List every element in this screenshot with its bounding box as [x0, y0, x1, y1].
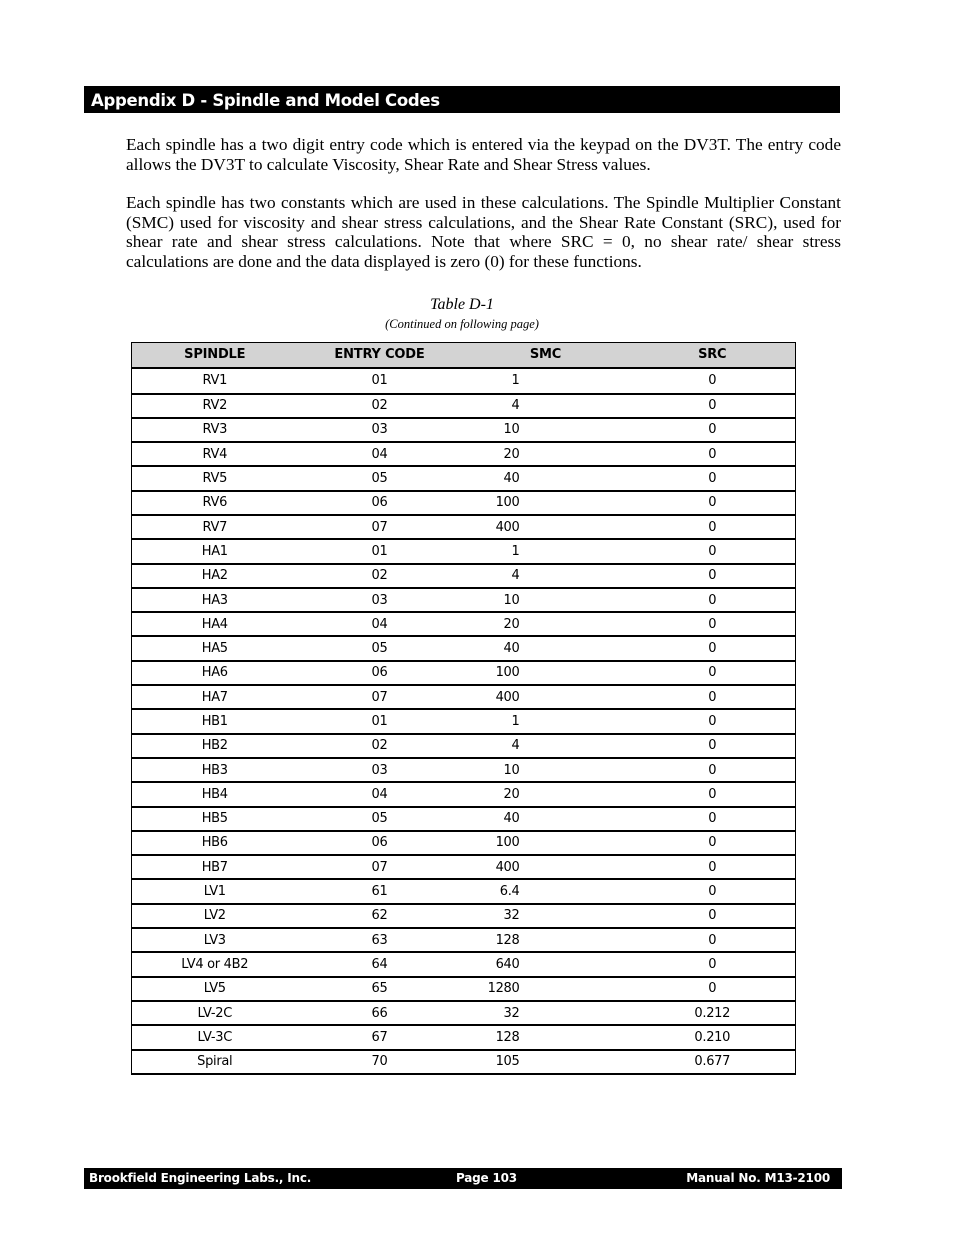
cell-entry-code: 01 [298, 368, 462, 394]
footer-company: Brookfield Engineering Labs., Inc. [89, 1171, 312, 1185]
table-row [132, 515, 796, 539]
table-row [132, 636, 796, 660]
cell-entry-code: 64 [298, 952, 462, 976]
cell-entry-code: 61 [298, 879, 462, 903]
col-header-src: SRC [630, 343, 796, 368]
spindle-table [131, 342, 796, 1075]
table-row [132, 442, 796, 466]
table-row [132, 904, 796, 928]
cell-smc: 400 [462, 515, 630, 539]
cell-spindle: LV3 [132, 928, 298, 952]
cell-spindle: RV6 [132, 491, 298, 515]
cell-smc: 1280 [462, 977, 630, 1001]
cell-src: 0 [630, 442, 796, 466]
cell-spindle: LV4 or 4B2 [132, 952, 298, 976]
table-row [132, 685, 796, 709]
cell-spindle: LV-2C [132, 1001, 298, 1025]
cell-src: 0 [630, 418, 796, 442]
table-row [132, 1025, 796, 1049]
cell-spindle: HA3 [132, 588, 298, 612]
cell-src: 0 [630, 368, 796, 394]
cell-src: 0 [630, 661, 796, 685]
cell-smc: 400 [462, 685, 630, 709]
cell-entry-code: 03 [298, 418, 462, 442]
cell-smc: 100 [462, 491, 630, 515]
cell-entry-code: 07 [298, 855, 462, 879]
cell-src: 0 [630, 636, 796, 660]
table-row [132, 782, 796, 806]
cell-src: 0 [630, 466, 796, 490]
col-header-smc: SMC [462, 343, 630, 368]
cell-entry-code: 03 [298, 758, 462, 782]
cell-entry-code: 06 [298, 831, 462, 855]
table-row [132, 758, 796, 782]
cell-entry-code: 04 [298, 782, 462, 806]
cell-smc: 1 [462, 368, 630, 394]
cell-entry-code: 70 [298, 1050, 462, 1074]
cell-smc: 400 [462, 855, 630, 879]
cell-src: 0 [630, 782, 796, 806]
cell-entry-code: 67 [298, 1025, 462, 1049]
table-row [132, 1001, 796, 1025]
constants-paragraph: Each spindle has two constants which are used in these calculations. The Spindle Multiplier Constant (SMC) used for viscosity and shear stress calculations, and the Shear Rate Constant (SRC), used for shear rate and shear stress calculations. Note that where SRC = 0, no shear rate/ shear stress calculations are done and the data displayed is zero (0) for these functions. [126, 193, 841, 271]
cell-smc: 20 [462, 782, 630, 806]
cell-entry-code: 07 [298, 515, 462, 539]
cell-src: 0 [630, 879, 796, 903]
cell-spindle: RV5 [132, 466, 298, 490]
cell-smc: 10 [462, 758, 630, 782]
cell-src: 0 [630, 539, 796, 563]
cell-src: 0 [630, 491, 796, 515]
cell-spindle: LV-3C [132, 1025, 298, 1049]
cell-src: 0 [630, 588, 796, 612]
cell-src: 0 [630, 855, 796, 879]
cell-entry-code: 02 [298, 564, 462, 588]
cell-smc: 4 [462, 564, 630, 588]
cell-spindle: HB3 [132, 758, 298, 782]
cell-src: 0.210 [630, 1025, 796, 1049]
cell-src: 0 [630, 394, 796, 418]
table-subcaption: (Continued on following page) [385, 317, 539, 331]
cell-entry-code: 02 [298, 394, 462, 418]
cell-src: 0 [630, 952, 796, 976]
cell-spindle: RV1 [132, 368, 298, 394]
cell-spindle: HB7 [132, 855, 298, 879]
cell-src: 0 [630, 515, 796, 539]
cell-src: 0 [630, 928, 796, 952]
table-row [132, 539, 796, 563]
cell-entry-code: 05 [298, 466, 462, 490]
cell-entry-code: 05 [298, 807, 462, 831]
cell-entry-code: 06 [298, 491, 462, 515]
cell-smc: 32 [462, 1001, 630, 1025]
cell-smc: 100 [462, 831, 630, 855]
table-row [132, 855, 796, 879]
cell-spindle: RV3 [132, 418, 298, 442]
cell-smc: 1 [462, 709, 630, 733]
cell-smc: 40 [462, 807, 630, 831]
cell-src: 0 [630, 831, 796, 855]
table-header-row [132, 343, 796, 368]
table-row [132, 491, 796, 515]
cell-smc: 128 [462, 928, 630, 952]
cell-smc: 6.4 [462, 879, 630, 903]
cell-entry-code: 04 [298, 612, 462, 636]
cell-src: 0 [630, 612, 796, 636]
cell-spindle: HB1 [132, 709, 298, 733]
cell-src: 0 [630, 734, 796, 758]
table-row [132, 709, 796, 733]
page-footer [84, 1168, 842, 1189]
cell-spindle: HA2 [132, 564, 298, 588]
cell-src: 0.212 [630, 1001, 796, 1025]
table-row [132, 394, 796, 418]
table-caption: Table D-1 [430, 296, 494, 313]
section-title: Appendix D - Spindle and Model Codes [91, 91, 440, 110]
cell-smc: 10 [462, 588, 630, 612]
table-row [132, 564, 796, 588]
table-row [132, 661, 796, 685]
cell-src: 0 [630, 564, 796, 588]
cell-smc: 40 [462, 466, 630, 490]
cell-entry-code: 63 [298, 928, 462, 952]
cell-spindle: HA7 [132, 685, 298, 709]
cell-entry-code: 01 [298, 709, 462, 733]
footer-page-number: Page 103 [456, 1171, 517, 1185]
cell-src: 0 [630, 685, 796, 709]
cell-src: 0 [630, 977, 796, 1001]
table-row [132, 1050, 796, 1074]
cell-src: 0 [630, 758, 796, 782]
cell-smc: 10 [462, 418, 630, 442]
cell-entry-code: 65 [298, 977, 462, 1001]
cell-smc: 40 [462, 636, 630, 660]
cell-entry-code: 02 [298, 734, 462, 758]
cell-smc: 20 [462, 612, 630, 636]
cell-spindle: HB5 [132, 807, 298, 831]
col-header-spindle: SPINDLE [132, 343, 298, 368]
cell-entry-code: 07 [298, 685, 462, 709]
table-row [132, 734, 796, 758]
table-row [132, 928, 796, 952]
cell-spindle: RV2 [132, 394, 298, 418]
cell-entry-code: 01 [298, 539, 462, 563]
cell-entry-code: 62 [298, 904, 462, 928]
cell-smc: 105 [462, 1050, 630, 1074]
cell-smc: 128 [462, 1025, 630, 1049]
table-row [132, 977, 796, 1001]
cell-entry-code: 05 [298, 636, 462, 660]
table-row [132, 466, 796, 490]
cell-entry-code: 06 [298, 661, 462, 685]
cell-spindle: LV1 [132, 879, 298, 903]
table-row [132, 952, 796, 976]
cell-spindle: HA1 [132, 539, 298, 563]
cell-spindle: RV4 [132, 442, 298, 466]
section-header [84, 86, 840, 113]
cell-spindle: HA5 [132, 636, 298, 660]
cell-entry-code: 04 [298, 442, 462, 466]
cell-entry-code: 03 [298, 588, 462, 612]
col-header-entry-code: ENTRY CODE [298, 343, 462, 368]
cell-smc: 4 [462, 734, 630, 758]
cell-src: 0 [630, 709, 796, 733]
cell-spindle: HA6 [132, 661, 298, 685]
cell-smc: 100 [462, 661, 630, 685]
cell-spindle: HB6 [132, 831, 298, 855]
cell-smc: 32 [462, 904, 630, 928]
table-row [132, 612, 796, 636]
cell-src: 0 [630, 807, 796, 831]
cell-spindle: LV5 [132, 977, 298, 1001]
cell-spindle: HA4 [132, 612, 298, 636]
cell-entry-code: 66 [298, 1001, 462, 1025]
table-row [132, 418, 796, 442]
intro-paragraph: Each spindle has a two digit entry code which is entered via the keypad on the DV3T. The entry code allows the DV3T to calculate Viscosity, Shear Rate and Shear Stress values. [126, 135, 841, 174]
cell-smc: 20 [462, 442, 630, 466]
cell-spindle: HB4 [132, 782, 298, 806]
cell-smc: 1 [462, 539, 630, 563]
cell-spindle: RV7 [132, 515, 298, 539]
cell-src: 0 [630, 904, 796, 928]
cell-spindle: HB2 [132, 734, 298, 758]
cell-smc: 640 [462, 952, 630, 976]
footer-manual-number: Manual No. M13-2100 [686, 1171, 830, 1185]
table-row [132, 831, 796, 855]
cell-src: 0.677 [630, 1050, 796, 1074]
cell-spindle: LV2 [132, 904, 298, 928]
table-row [132, 588, 796, 612]
cell-spindle: Spiral [132, 1050, 298, 1074]
cell-smc: 4 [462, 394, 630, 418]
table-row [132, 807, 796, 831]
table-row [132, 879, 796, 903]
table-row [132, 368, 796, 394]
